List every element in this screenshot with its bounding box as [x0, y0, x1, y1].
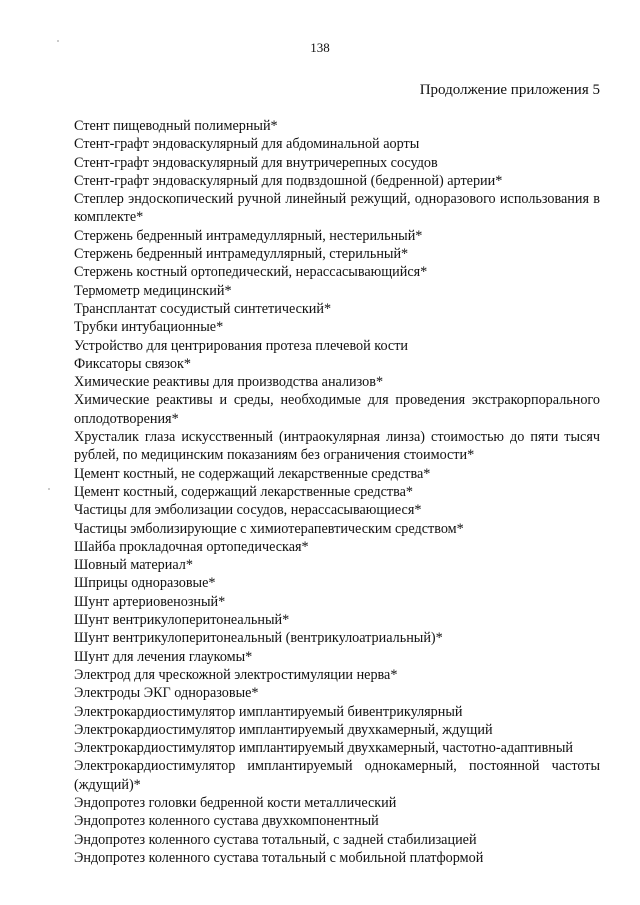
list-item: Стент-графт эндоваскулярный для подвздошной (бедренной) артерии* — [74, 172, 503, 189]
list-item: Эндопротез коленного сустава тотальный, с задней стабилизацией — [74, 831, 477, 848]
list-item: Шунт вентрикулоперитонеальный (вентрикулоатриальный)* — [74, 630, 443, 647]
list-item: Электроды ЭКГ одноразовые* — [74, 685, 259, 702]
list-item: Химические реактивы для производства анализов* — [74, 374, 384, 391]
list-item: Эндопротез коленного сустава тотальный с мобильной платформой — [74, 849, 484, 866]
list-item: Устройство для центрирования протеза плечевой кости — [74, 337, 408, 354]
list-item: Шунт для лечения глаукомы* — [74, 648, 253, 665]
list-item: Шайба прокладочная ортопедическая* — [74, 538, 309, 555]
list-item: Шприцы одноразовые* — [74, 575, 216, 592]
list-item: Шунт вентрикулоперитонеальный* — [74, 612, 290, 629]
list-item: Шунт артериовенозный* — [74, 593, 226, 610]
list-item: Химические реактивы и среды, необходимые для проведения экстракорпорального оплодотворения* — [74, 392, 600, 427]
list-item: Трансплантат сосудистый синтетический* — [74, 300, 332, 317]
list-item: Стент-графт эндоваскулярный для абдоминальной аорты — [74, 136, 420, 153]
list-item: Трубки интубационные* — [74, 319, 224, 336]
list-item: Стент-графт эндоваскулярный для внутричерепных сосудов — [74, 154, 438, 171]
list-item: Фиксаторы связок* — [74, 355, 191, 372]
list-item: Частицы эмболизирующие с химиотерапевтическим средством* — [74, 520, 464, 537]
appendix-continuation-header: Продолжение приложения 5 — [419, 82, 600, 98]
list-item: Стент пищеводный полимерный* — [74, 118, 278, 134]
list-item: Электрокардиостимулятор имплантируемый бивентрикулярный — [74, 703, 463, 720]
list-item: Электрокардиостимулятор имплантируемый однокамерный, постоянной частоты (ждущий)* — [74, 758, 600, 793]
list-item: Электрод для чрескожной электростимуляции нерва* — [74, 666, 398, 683]
list-item: Электрокардиостимулятор имплантируемый двухкамерный, частотно-адаптивный — [74, 740, 573, 757]
page-number: 138 — [310, 40, 330, 55]
list-item: Стержень бедренный интрамедуллярный, стерильный* — [74, 246, 409, 263]
device-list — [74, 117, 600, 867]
list-item: Стержень бедренный интрамедуллярный, нестерильный* — [74, 227, 423, 244]
list-item: Эндопротез коленного сустава двухкомпонентный — [74, 813, 379, 830]
list-item: Частицы для эмболизации сосудов, нерассасывающиеся* — [74, 502, 422, 519]
list-item: Стержень костный ортопедический, нерассасывающийся* — [74, 264, 428, 281]
list-item: Электрокардиостимулятор имплантируемый двухкамерный, ждущий — [74, 721, 493, 738]
list-item: Шовный материал* — [74, 557, 193, 574]
list-item: Эндопротез головки бедренной кости металлический — [74, 794, 397, 811]
list-item: Термометр медицинский* — [74, 282, 232, 299]
list-item: Хрусталик глаза искусственный (интраокулярная линза) стоимостью до пяти тысяч рублей, по медицинским показаниям без ограничения стоимости* — [74, 429, 600, 464]
list-item: Цемент костный, не содержащий лекарственные средства* — [74, 465, 431, 482]
list-item: Степлер эндоскопический ручной линейный режущий, одноразового использования в комплекте* — [74, 191, 600, 226]
list-item: Цемент костный, содержащий лекарственные средства* — [74, 483, 413, 500]
scan-artifact — [48, 488, 50, 490]
